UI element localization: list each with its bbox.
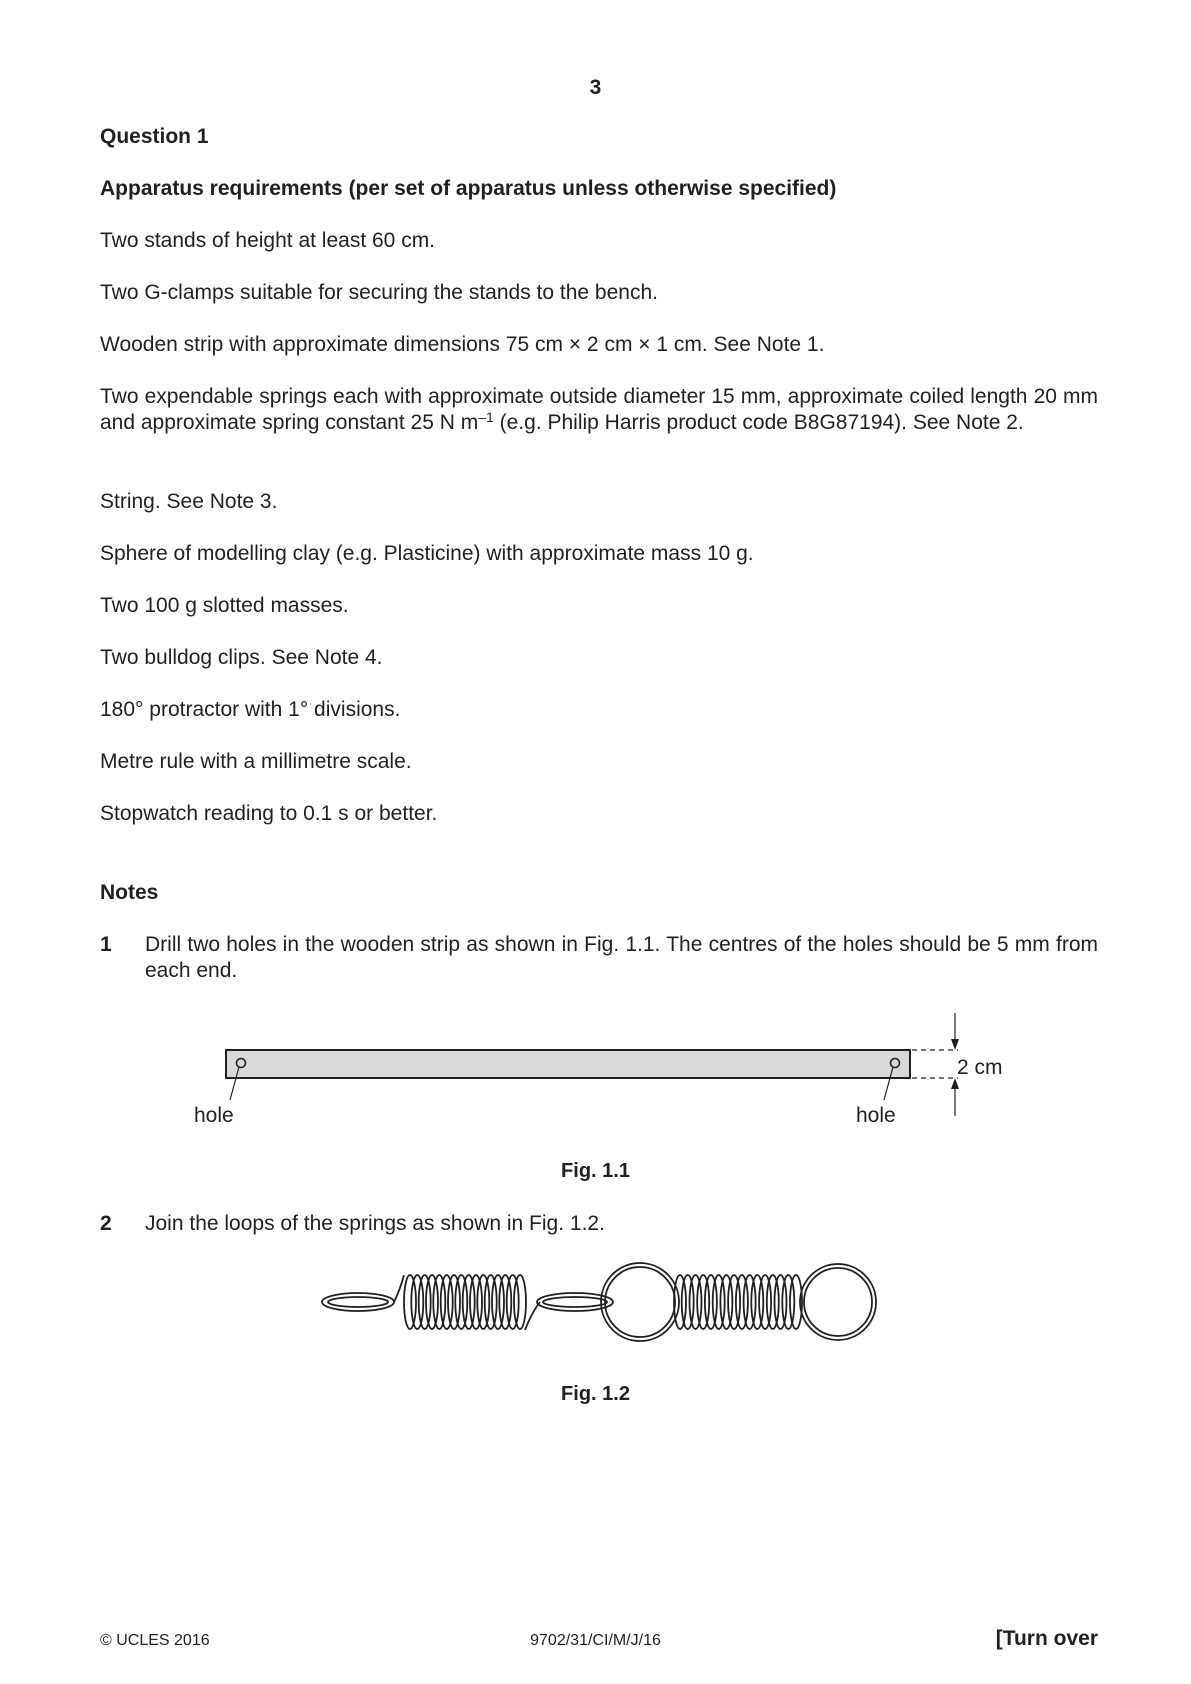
apparatus-item-springs <box>100 384 1098 436</box>
fig-1-2-diagram <box>300 1255 900 1345</box>
spring2-right-loop <box>800 1264 876 1340</box>
spring1-left-loop <box>322 1293 394 1311</box>
spring1-right-loop-inner <box>543 1297 607 1307</box>
coil-turn <box>441 1275 453 1329</box>
notes-heading: Notes <box>100 881 159 904</box>
apparatus-item-string: String. See Note 3. <box>100 490 278 513</box>
footer-paper-code: 9702/31/CI/M/J/16 <box>530 1632 661 1649</box>
wooden-strip <box>226 1050 910 1078</box>
apparatus-item-protractor: 180° protractor with 1° divisions. <box>100 698 401 721</box>
coil-turn <box>499 1275 511 1329</box>
coil-turn <box>470 1275 482 1329</box>
coil-turn <box>514 1275 526 1329</box>
note-text-1: Drill two holes in the wooden strip as shown in Fig. 1.1. The centres of the holes should be 5 mm from each end. <box>145 933 1098 982</box>
footer-copyright: © UCLES 2016 <box>100 1632 210 1649</box>
coil-turn <box>404 1275 416 1329</box>
page-number: 3 <box>589 76 602 99</box>
note-number-1: 1 <box>100 933 112 956</box>
label-strip-width: 2 cm <box>957 1056 1003 1079</box>
arrowhead-up-icon <box>951 1078 959 1089</box>
apparatus-item-stands: Two stands of height at least 60 cm. <box>100 229 436 252</box>
apparatus-item-modelling-clay: Sphere of modelling clay (e.g. Plasticine) with approximate mass 10 g. <box>100 542 754 565</box>
coil-turn <box>411 1275 423 1329</box>
fig-1-1-diagram <box>0 1005 1191 1125</box>
fig-1-2-caption: Fig. 1.2 <box>561 1383 630 1405</box>
fig-1-1-caption: Fig. 1.1 <box>561 1160 630 1182</box>
spring2-coils <box>674 1275 802 1329</box>
spring1-coils <box>404 1275 526 1329</box>
springs-text-part1: Two expendable springs each with approximate outside diameter 15 mm, approximate coiled length 20 mm and approximate spring constant 25 N m <box>100 385 1098 434</box>
apparatus-item-metre-rule: Metre rule with a millimetre scale. <box>100 750 412 773</box>
coil-turn <box>433 1275 445 1329</box>
springs-text-part2: (e.g. Philip Harris product code B8G87194). See Note 2. <box>493 411 1024 434</box>
apparatus-item-bulldog-clips: Two bulldog clips. See Note 4. <box>100 646 383 669</box>
note-number-2: 2 <box>100 1212 112 1235</box>
coil-turn <box>426 1275 438 1329</box>
apparatus-item-wooden-strip: Wooden strip with approximate dimensions 75 cm × 2 cm × 1 cm. See Note 1. <box>100 333 825 356</box>
coil-turn <box>485 1275 497 1329</box>
coil-turn <box>477 1275 489 1329</box>
footer-turn-over: [Turn over <box>995 1627 1098 1650</box>
apparatus-heading: Apparatus requirements (per set of apparatus unless otherwise specified) <box>100 177 837 200</box>
coil-turn <box>507 1275 519 1329</box>
apparatus-item-g-clamps: Two G-clamps suitable for securing the stands to the bench. <box>100 281 658 304</box>
unit-superscript: –1 <box>478 409 494 425</box>
coil-turn <box>448 1275 460 1329</box>
spring1-neck-left <box>394 1275 404 1302</box>
label-hole-right: hole <box>856 1104 896 1125</box>
question-title: Question 1 <box>100 125 209 148</box>
note-text-2: Join the loops of the springs as shown in Fig. 1.2. <box>145 1212 605 1235</box>
apparatus-item-stopwatch: Stopwatch reading to 0.1 s or better. <box>100 802 438 825</box>
spring1-neck-right <box>525 1302 540 1330</box>
arrowhead-down-icon <box>951 1039 959 1050</box>
coil-turn <box>492 1275 504 1329</box>
label-hole-left: hole <box>194 1104 234 1125</box>
spring2-left-loop-inner <box>605 1267 675 1337</box>
apparatus-item-slotted-masses: Two 100 g slotted masses. <box>100 594 349 617</box>
coil-turn <box>455 1275 467 1329</box>
spring1-left-loop-inner <box>328 1297 388 1307</box>
coil-turn <box>419 1275 431 1329</box>
spring2-right-loop-inner <box>804 1268 872 1336</box>
coil-turn <box>463 1275 475 1329</box>
